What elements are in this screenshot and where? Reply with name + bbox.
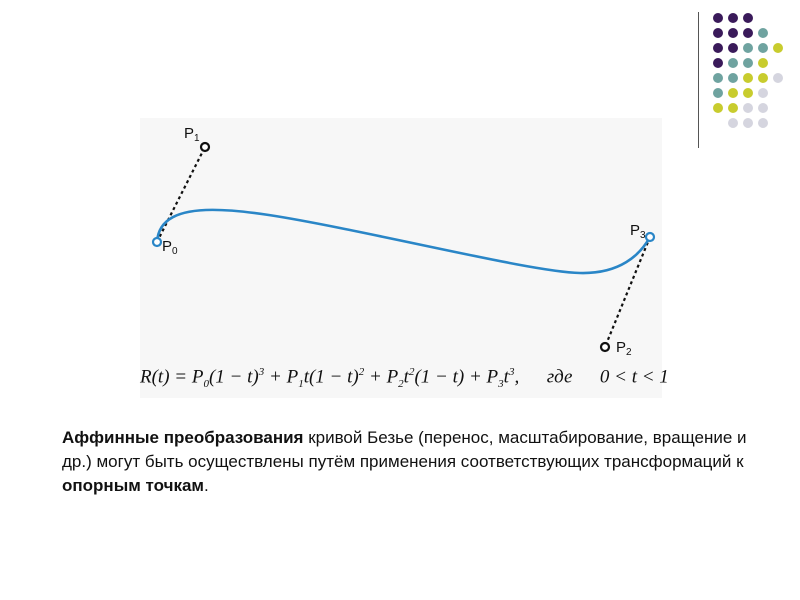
bezier-formula: $R(t) = P_0(1 - t)^3 + P_1t(1 - t)^2 + P_2t^2(1 - t) + P_3t^3$, где 0 < t < 1 (140, 366, 669, 391)
label-p3: $P_3$ (630, 222, 646, 241)
label-p0: $P_0$ (162, 238, 178, 257)
label-p1: $P_1$ (184, 125, 200, 144)
control-line-p3-p2 (605, 237, 650, 347)
control-point-p0 (153, 238, 161, 246)
control-point-p2 (601, 343, 609, 351)
label-p2: $P_2$ (616, 339, 632, 358)
control-point-p3 (646, 233, 654, 241)
control-line-p0-p1 (157, 147, 205, 242)
formula-where: где (546, 366, 573, 388)
bezier-curve (157, 210, 650, 273)
bold-control-points: опорным точкам (62, 476, 204, 495)
bold-affine-transformations: Аффинные преобразования (62, 428, 304, 447)
description-paragraph: Аффинные преобразования кривой Безье (перенос, масштабирование, вращение и др.) могут быть осуществлены путём применения соответствующих трансформаций к опорным точкам. (62, 428, 747, 495)
control-point-p1 (201, 143, 209, 151)
formula-range: 0 < t < 1 (599, 366, 669, 388)
